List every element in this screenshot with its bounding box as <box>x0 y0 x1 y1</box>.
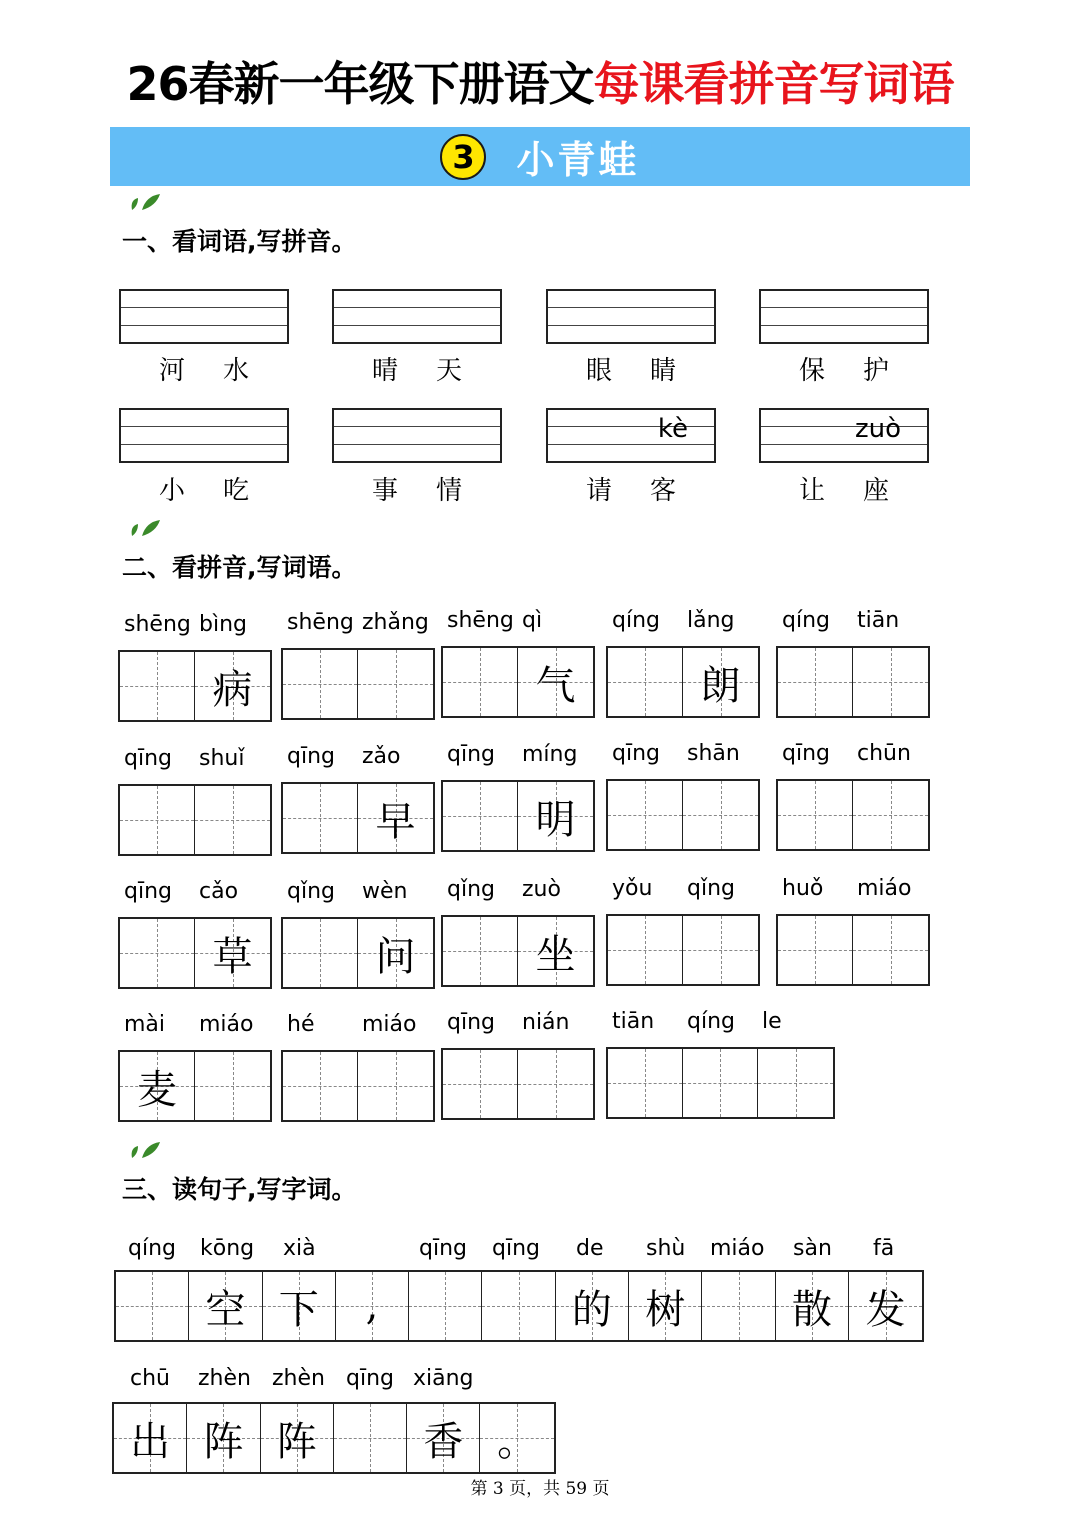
title-black: 26春新一年级下册语文 <box>126 57 594 111</box>
pinyin-label: miáo <box>362 1012 417 1037</box>
word-char: 晴 <box>371 356 398 386</box>
cell-char: 散 <box>791 1286 832 1333</box>
grid-cell[interactable] <box>120 786 195 854</box>
cell-char: 朗 <box>700 662 741 709</box>
cell-char: , <box>365 1283 379 1329</box>
word-char: 眼 <box>585 356 612 386</box>
ruled-line <box>761 426 927 427</box>
grid-cell[interactable] <box>518 1050 593 1118</box>
cell-char: 下 <box>278 1286 319 1333</box>
pinyin-label: míng <box>522 742 578 767</box>
word-char: 让 <box>798 476 825 506</box>
grid-cell[interactable] <box>518 782 593 850</box>
grid-cell[interactable] <box>263 1272 336 1340</box>
grid-cell[interactable] <box>187 1404 260 1472</box>
pinyin-label: cǎo <box>199 879 239 904</box>
pinyin-answer-box[interactable] <box>546 408 716 463</box>
lesson-title: 小青蛙 <box>516 138 640 182</box>
pinyin-label: mài <box>124 1012 166 1037</box>
cell-char: 阵 <box>203 1418 244 1465</box>
pinyin-label: lǎng <box>687 608 735 633</box>
grid-cell[interactable] <box>778 648 853 716</box>
ruled-line <box>334 325 500 326</box>
grid-cell[interactable] <box>853 781 928 849</box>
ruled-line <box>761 307 927 308</box>
grid-cell[interactable] <box>114 1404 187 1472</box>
grid-cell[interactable] <box>776 1272 849 1340</box>
writing-grid <box>441 646 595 718</box>
lesson-banner <box>110 127 970 186</box>
cell-char: 问 <box>375 933 416 980</box>
pinyin-label: qíng <box>128 1236 176 1261</box>
writing-grid <box>281 1050 435 1122</box>
page-footer: 第 3 页，共 59 页 <box>470 1479 610 1499</box>
word-char: 水 <box>223 356 250 386</box>
leaf-icon <box>128 1140 162 1160</box>
lesson-number-badge: 3 <box>440 134 486 180</box>
sentence-grid <box>112 1402 556 1474</box>
section-three-heading <box>122 1170 357 1206</box>
section-two-text: 二、看拼音,写词语。 <box>122 553 357 582</box>
word-char: 客 <box>650 476 677 506</box>
pinyin-label: xià <box>283 1236 316 1261</box>
section-one-text: 一、看词语,写拼音。 <box>122 227 357 256</box>
grid-cell[interactable] <box>358 919 433 987</box>
grid-cell[interactable] <box>683 648 758 716</box>
ruled-line <box>761 325 927 326</box>
word-char: 情 <box>436 476 463 506</box>
pinyin-label: qīng <box>124 746 172 771</box>
grid-cell[interactable] <box>443 648 518 716</box>
pinyin-label: shuǐ <box>199 746 245 771</box>
pinyin-label: qǐng <box>447 877 495 902</box>
pinyin-label: qīng <box>492 1236 540 1261</box>
grid-cell[interactable] <box>556 1272 629 1340</box>
pinyin-answer-box[interactable] <box>332 408 502 463</box>
cell-char: 树 <box>645 1286 686 1333</box>
word-char: 天 <box>436 356 463 386</box>
cell-char: 。 <box>497 1418 538 1465</box>
word-item <box>332 470 502 507</box>
cell-char: 坐 <box>535 931 576 978</box>
grid-cell[interactable] <box>116 1272 189 1340</box>
grid-cell[interactable] <box>608 916 683 984</box>
writing-grid <box>281 782 435 854</box>
word-char: 保 <box>798 356 825 386</box>
pinyin-answer-box[interactable] <box>759 289 929 344</box>
word-item <box>546 470 716 507</box>
pinyin-label: chūn <box>857 741 911 766</box>
grid-cell[interactable] <box>407 1404 480 1472</box>
writing-grid <box>606 646 760 718</box>
grid-cell[interactable] <box>683 1049 758 1117</box>
pinyin-label: zhèn <box>272 1366 325 1391</box>
section-two-heading <box>122 548 357 584</box>
pinyin-label: qíng <box>687 1009 735 1034</box>
ruled-line <box>334 444 500 445</box>
grid-cell[interactable] <box>195 652 270 720</box>
cell-char: 病 <box>212 666 253 713</box>
word-item <box>119 470 289 507</box>
pinyin-label: zhǎng <box>362 610 429 635</box>
leaf-icon <box>128 192 162 212</box>
word-item <box>546 350 716 387</box>
grid-cell[interactable] <box>853 916 928 984</box>
cell-char: 出 <box>130 1418 171 1465</box>
cell-char: 早 <box>375 798 416 845</box>
grid-cell[interactable] <box>195 919 270 987</box>
pinyin-label: tiān <box>857 608 900 633</box>
writing-grid <box>281 917 435 989</box>
word-char: 睛 <box>650 356 677 386</box>
grid-cell[interactable] <box>518 917 593 985</box>
pinyin-label: miáo <box>710 1236 765 1261</box>
writing-grid <box>776 646 930 718</box>
pinyin-label: kōng <box>200 1236 255 1261</box>
writing-grid <box>118 1050 272 1122</box>
grid-cell[interactable] <box>778 916 853 984</box>
writing-grid <box>606 1047 835 1119</box>
grid-cell[interactable] <box>608 781 683 849</box>
pinyin-answer-box[interactable] <box>119 408 289 463</box>
grid-cell[interactable] <box>443 917 518 985</box>
pinyin-label: shù <box>646 1236 686 1261</box>
grid-cell[interactable] <box>358 650 433 718</box>
pinyin-label: nián <box>522 1010 570 1035</box>
sentence-grid <box>114 1270 924 1342</box>
pinyin-label: miáo <box>857 876 912 901</box>
pinyin-label: shēng <box>447 608 514 633</box>
pinyin-hint: kè <box>657 414 688 444</box>
title-red: 每课看拼音写词语 <box>593 57 954 111</box>
writing-grid <box>776 779 930 851</box>
ruled-line <box>548 426 714 427</box>
grid-cell[interactable] <box>683 916 758 984</box>
grid-cell[interactable] <box>480 1404 553 1472</box>
ruled-line <box>548 307 714 308</box>
pinyin-label: zuò <box>522 877 561 902</box>
grid-cell[interactable] <box>283 919 358 987</box>
ruled-line <box>121 444 287 445</box>
pinyin-label: qīng <box>287 744 335 769</box>
word-char: 河 <box>158 356 185 386</box>
writing-grid <box>118 784 272 856</box>
grid-cell[interactable] <box>120 1052 195 1120</box>
ruled-line <box>548 325 714 326</box>
word-item <box>759 350 929 387</box>
pinyin-label: sàn <box>793 1236 832 1261</box>
pinyin-label: qíng <box>782 608 830 633</box>
word-char: 事 <box>371 476 398 506</box>
ruled-line <box>334 426 500 427</box>
pinyin-label: qì <box>522 608 543 633</box>
leaf-icon <box>128 518 162 538</box>
grid-cell[interactable] <box>195 1052 270 1120</box>
grid-cell[interactable] <box>608 648 683 716</box>
grid-cell[interactable] <box>518 648 593 716</box>
pinyin-label: qíng <box>612 608 660 633</box>
pinyin-hint: zuò <box>854 414 901 444</box>
pinyin-answer-box[interactable] <box>546 289 716 344</box>
word-char: 护 <box>863 356 890 386</box>
grid-cell[interactable] <box>120 919 195 987</box>
cell-char: 明 <box>535 796 576 843</box>
cell-char: 麦 <box>137 1066 177 1113</box>
section-one-heading <box>122 222 357 258</box>
word-char: 请 <box>585 476 612 506</box>
pinyin-label: bìng <box>199 612 247 637</box>
cell-char: 空 <box>205 1286 246 1333</box>
grid-cell[interactable] <box>853 648 928 716</box>
pinyin-label: shān <box>687 741 740 766</box>
pinyin-label: fā <box>873 1236 895 1261</box>
pinyin-label: qǐng <box>287 879 335 904</box>
word-char: 小 <box>158 476 185 506</box>
page-title <box>0 48 1080 114</box>
grid-cell[interactable] <box>702 1272 775 1340</box>
word-item <box>759 470 929 507</box>
grid-cell[interactable] <box>849 1272 922 1340</box>
pinyin-label: qīng <box>346 1366 394 1391</box>
pinyin-label: zǎo <box>362 744 401 769</box>
ruled-line <box>761 444 927 445</box>
writing-grid <box>118 917 272 989</box>
grid-cell[interactable] <box>334 1404 407 1472</box>
pinyin-answer-box[interactable] <box>759 408 929 463</box>
pinyin-label: chū <box>130 1366 170 1391</box>
section-three-text: 三、读句子,写字词。 <box>122 1175 357 1204</box>
grid-cell[interactable] <box>195 786 270 854</box>
grid-cell[interactable] <box>189 1272 262 1340</box>
word-item <box>119 350 289 387</box>
grid-cell[interactable] <box>629 1272 702 1340</box>
grid-cell[interactable] <box>683 781 758 849</box>
pinyin-label: qīng <box>447 742 495 767</box>
cell-char: 阵 <box>276 1418 317 1465</box>
pinyin-label: huǒ <box>782 876 824 901</box>
pinyin-label: qīng <box>612 741 660 766</box>
pinyin-label: shēng <box>124 612 191 637</box>
writing-grid <box>606 914 760 986</box>
ruled-line <box>334 307 500 308</box>
cell-char: 草 <box>212 933 253 980</box>
writing-grid <box>606 779 760 851</box>
pinyin-label: yǒu <box>612 876 653 901</box>
word-char: 吃 <box>223 476 250 506</box>
writing-grid <box>776 914 930 986</box>
pinyin-label: qīng <box>124 879 172 904</box>
grid-cell[interactable] <box>443 1050 518 1118</box>
pinyin-label: qīng <box>419 1236 467 1261</box>
cell-char: 的 <box>571 1286 612 1333</box>
pinyin-label: tiān <box>612 1009 655 1034</box>
cell-char: 香 <box>423 1418 464 1465</box>
grid-cell[interactable] <box>778 781 853 849</box>
ruled-line <box>121 325 287 326</box>
grid-cell[interactable] <box>358 1052 433 1120</box>
pinyin-label: xiāng <box>413 1366 474 1391</box>
grid-cell[interactable] <box>336 1272 409 1340</box>
pinyin-label: zhèn <box>198 1366 251 1391</box>
grid-cell[interactable] <box>283 784 358 852</box>
cell-char: 发 <box>865 1286 906 1333</box>
pinyin-label: wèn <box>362 879 408 904</box>
writing-grid <box>441 915 595 987</box>
grid-cell[interactable] <box>283 650 358 718</box>
grid-cell[interactable] <box>358 784 433 852</box>
word-item <box>332 350 502 387</box>
grid-cell[interactable] <box>758 1049 833 1117</box>
pinyin-label: qǐng <box>687 876 735 901</box>
pinyin-label: de <box>576 1236 604 1261</box>
writing-grid <box>281 648 435 720</box>
pinyin-label: qīng <box>782 741 830 766</box>
grid-cell[interactable] <box>261 1404 334 1472</box>
ruled-line <box>121 426 287 427</box>
pinyin-answer-box[interactable] <box>332 289 502 344</box>
grid-cell[interactable] <box>120 652 195 720</box>
grid-cell[interactable] <box>443 782 518 850</box>
pinyin-label: shēng <box>287 610 354 635</box>
ruled-line <box>548 444 714 445</box>
word-char: 座 <box>863 476 890 506</box>
pinyin-label: qīng <box>447 1010 495 1035</box>
pinyin-label: le <box>762 1009 782 1034</box>
ruled-line <box>121 307 287 308</box>
grid-cell[interactable] <box>608 1049 683 1117</box>
grid-cell[interactable] <box>283 1052 358 1120</box>
writing-grid <box>441 780 595 852</box>
cell-char: 气 <box>535 662 576 709</box>
grid-cell[interactable] <box>482 1272 555 1340</box>
pinyin-label: hé <box>287 1012 315 1037</box>
pinyin-answer-box[interactable] <box>119 289 289 344</box>
writing-grid <box>118 650 272 722</box>
grid-cell[interactable] <box>409 1272 482 1340</box>
pinyin-label: miáo <box>199 1012 254 1037</box>
writing-grid <box>441 1048 595 1120</box>
